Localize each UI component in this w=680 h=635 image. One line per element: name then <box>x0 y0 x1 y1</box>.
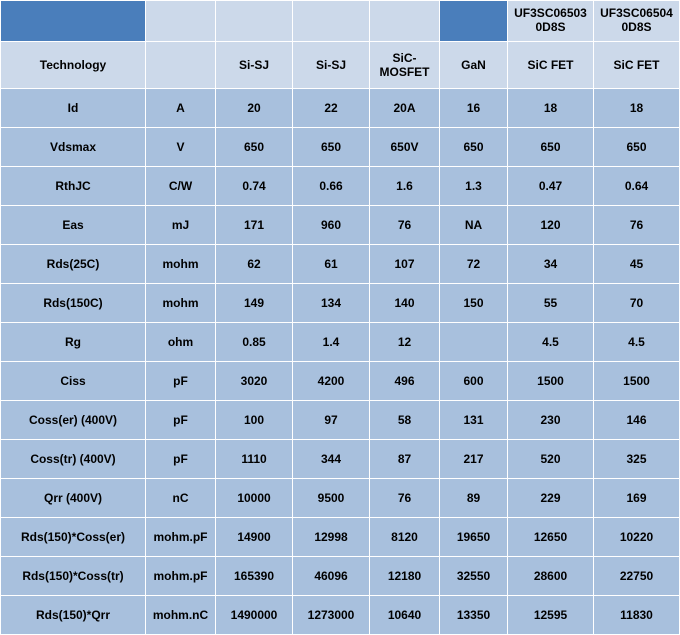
header-blank-2 <box>216 1 293 42</box>
row-value: 1500 <box>594 362 680 401</box>
header-technology-label: Technology <box>1 42 146 89</box>
row-value: 76 <box>370 206 440 245</box>
table-row <box>1 206 680 245</box>
table-row <box>1 245 680 284</box>
row-value: 1.4 <box>293 323 370 362</box>
row-parameter-label: Coss(er) (400V) <box>1 401 146 440</box>
row-parameter-label: Rds(150C) <box>1 284 146 323</box>
row-value: 169 <box>594 479 680 518</box>
table-row <box>1 557 680 596</box>
row-parameter-label: Rds(150)*Coss(er) <box>1 518 146 557</box>
row-value: 325 <box>594 440 680 479</box>
table-row <box>1 479 680 518</box>
row-value: 344 <box>293 440 370 479</box>
table-row <box>1 323 680 362</box>
row-unit: mohm.nC <box>146 596 216 635</box>
row-value: 149 <box>216 284 293 323</box>
row-value: 76 <box>594 206 680 245</box>
row-value: 0.64 <box>594 167 680 206</box>
row-value: 12650 <box>508 518 594 557</box>
table-row <box>1 128 680 167</box>
row-unit: mohm <box>146 245 216 284</box>
row-value: 520 <box>508 440 594 479</box>
row-parameter-label: Ciss <box>1 362 146 401</box>
row-value: 496 <box>370 362 440 401</box>
header-blank-0 <box>1 1 146 42</box>
row-value: 4.5 <box>594 323 680 362</box>
row-parameter-label: Rds(150)*Qrr <box>1 596 146 635</box>
header-tech-4: GaN <box>440 42 508 89</box>
row-unit: mohm.pF <box>146 557 216 596</box>
row-value: 55 <box>508 284 594 323</box>
row-value: 217 <box>440 440 508 479</box>
row-value: 72 <box>440 245 508 284</box>
header-blank-5 <box>440 1 508 42</box>
row-value <box>440 323 508 362</box>
header-tech-1: Si-SJ <box>216 42 293 89</box>
row-unit: A <box>146 89 216 128</box>
row-value: 28600 <box>508 557 594 596</box>
row-value: 120 <box>508 206 594 245</box>
row-value: 18 <box>594 89 680 128</box>
row-value: 3020 <box>216 362 293 401</box>
row-value: 107 <box>370 245 440 284</box>
row-unit: mJ <box>146 206 216 245</box>
row-value: 12 <box>370 323 440 362</box>
row-parameter-label: Id <box>1 89 146 128</box>
row-value: 650 <box>440 128 508 167</box>
row-unit: pF <box>146 362 216 401</box>
header-blank-3 <box>293 1 370 42</box>
row-parameter-label: Rds(150)*Coss(tr) <box>1 557 146 596</box>
row-value: 1500 <box>508 362 594 401</box>
row-value: 165390 <box>216 557 293 596</box>
row-value: 13350 <box>440 596 508 635</box>
row-value: 11830 <box>594 596 680 635</box>
row-parameter-label: Coss(tr) (400V) <box>1 440 146 479</box>
header-tech-5: SiC FET <box>508 42 594 89</box>
row-unit: pF <box>146 440 216 479</box>
row-value: 229 <box>508 479 594 518</box>
row-parameter-label: Eas <box>1 206 146 245</box>
row-value: 10220 <box>594 518 680 557</box>
table-row <box>1 167 680 206</box>
row-value: 1490000 <box>216 596 293 635</box>
row-value: 0.85 <box>216 323 293 362</box>
row-value: 32550 <box>440 557 508 596</box>
row-value: 46096 <box>293 557 370 596</box>
row-value: 45 <box>594 245 680 284</box>
table-row <box>1 440 680 479</box>
table-row <box>1 89 680 128</box>
row-value: 150 <box>440 284 508 323</box>
row-unit: C/W <box>146 167 216 206</box>
row-value: 16 <box>440 89 508 128</box>
row-parameter-label: Qrr (400V) <box>1 479 146 518</box>
row-parameter-label: Rds(25C) <box>1 245 146 284</box>
row-value: 1.6 <box>370 167 440 206</box>
header-tech-2: Si-SJ <box>293 42 370 89</box>
row-value: 20 <box>216 89 293 128</box>
row-value: 19650 <box>440 518 508 557</box>
row-value: 58 <box>370 401 440 440</box>
row-value: 34 <box>508 245 594 284</box>
row-unit: V <box>146 128 216 167</box>
header-part-number-2: UF3SC065040D8S <box>594 1 680 42</box>
row-value: 171 <box>216 206 293 245</box>
row-value: 12998 <box>293 518 370 557</box>
header-tech-6: SiC FET <box>594 42 680 89</box>
row-value: 100 <box>216 401 293 440</box>
row-value: 10640 <box>370 596 440 635</box>
table-row <box>1 362 680 401</box>
header-blank-4 <box>370 1 440 42</box>
row-value: 1273000 <box>293 596 370 635</box>
table-row <box>1 596 680 635</box>
row-value: 12595 <box>508 596 594 635</box>
row-value: 18 <box>508 89 594 128</box>
table-row <box>1 284 680 323</box>
row-parameter-label: Vdsmax <box>1 128 146 167</box>
row-value: 22 <box>293 89 370 128</box>
row-unit: pF <box>146 401 216 440</box>
row-value: 14900 <box>216 518 293 557</box>
row-value: 97 <box>293 401 370 440</box>
row-unit: ohm <box>146 323 216 362</box>
row-value: 8120 <box>370 518 440 557</box>
row-value: 70 <box>594 284 680 323</box>
row-value: 76 <box>370 479 440 518</box>
row-value: 89 <box>440 479 508 518</box>
row-parameter-label: Rg <box>1 323 146 362</box>
row-value: 650 <box>508 128 594 167</box>
row-value: 4200 <box>293 362 370 401</box>
header-blank-1 <box>146 1 216 42</box>
header-part-number-1: UF3SC065030D8S <box>508 1 594 42</box>
table-header-part-numbers <box>1 1 680 42</box>
row-value: 22750 <box>594 557 680 596</box>
table-header-technology <box>1 42 680 89</box>
row-value: 62 <box>216 245 293 284</box>
row-unit: mohm <box>146 284 216 323</box>
row-value: 0.47 <box>508 167 594 206</box>
row-value: 0.74 <box>216 167 293 206</box>
row-value: 20A <box>370 89 440 128</box>
header-unit-column <box>146 42 216 89</box>
table-row <box>1 401 680 440</box>
row-value: 134 <box>293 284 370 323</box>
row-value: 131 <box>440 401 508 440</box>
row-value: 650V <box>370 128 440 167</box>
row-value: 0.66 <box>293 167 370 206</box>
row-value: 960 <box>293 206 370 245</box>
row-value: 650 <box>594 128 680 167</box>
row-value: 9500 <box>293 479 370 518</box>
row-value: 1110 <box>216 440 293 479</box>
row-unit: mohm.pF <box>146 518 216 557</box>
table-row <box>1 518 680 557</box>
row-value: 650 <box>293 128 370 167</box>
row-value: 230 <box>508 401 594 440</box>
row-value: 146 <box>594 401 680 440</box>
row-value: 10000 <box>216 479 293 518</box>
row-value: 140 <box>370 284 440 323</box>
row-value: 12180 <box>370 557 440 596</box>
row-value: 87 <box>370 440 440 479</box>
row-value: 1.3 <box>440 167 508 206</box>
header-tech-3: SiC-MOSFET <box>370 42 440 89</box>
row-value: 600 <box>440 362 508 401</box>
row-value: 4.5 <box>508 323 594 362</box>
row-unit: nC <box>146 479 216 518</box>
row-parameter-label: RthJC <box>1 167 146 206</box>
row-value: NA <box>440 206 508 245</box>
row-value: 61 <box>293 245 370 284</box>
row-value: 650 <box>216 128 293 167</box>
